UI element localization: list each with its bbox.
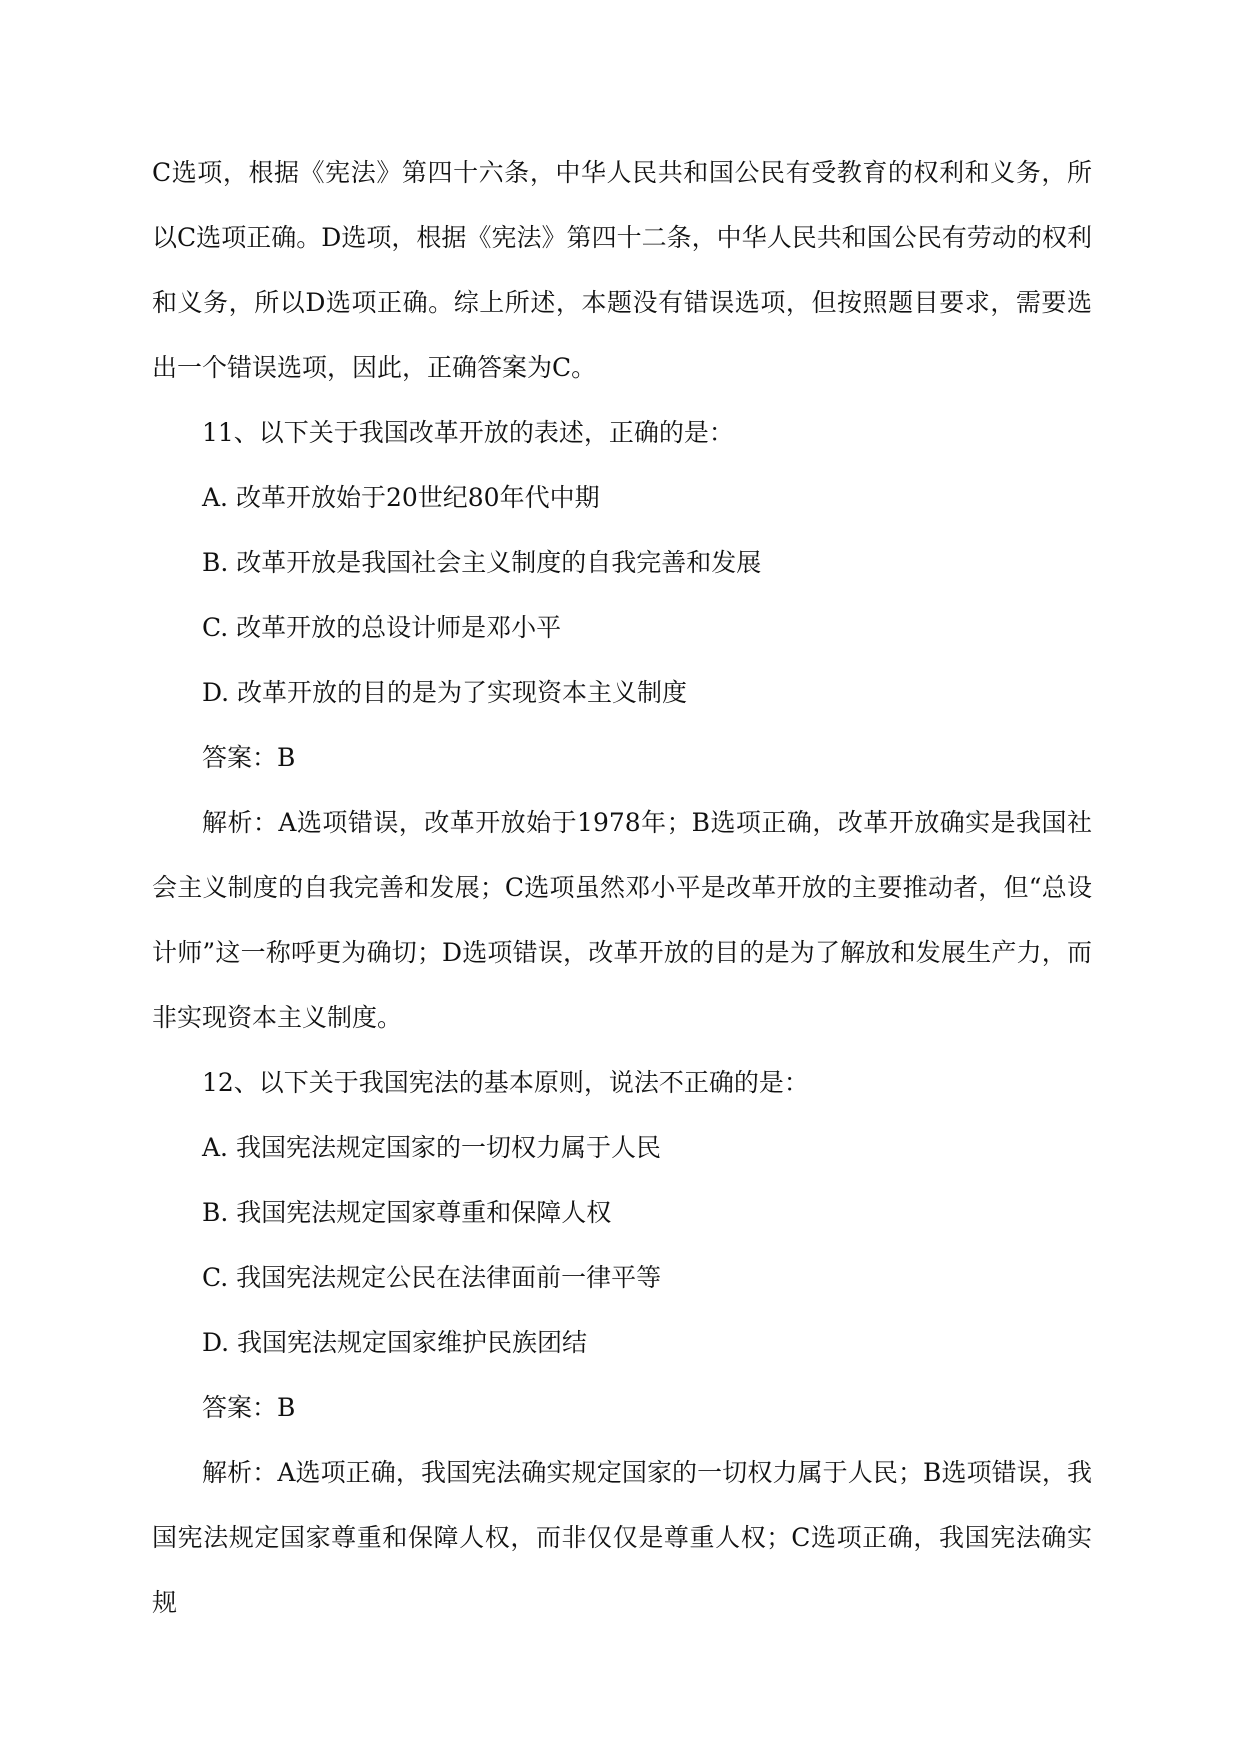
option-b: B. 我国宪法规定国家尊重和保障人权 (202, 1198, 612, 1227)
question-stem: 11、以下关于我国改革开放的表述，正确的是： (202, 418, 734, 447)
option-a: A. 我国宪法规定国家的一切权力属于人民 (202, 1133, 661, 1162)
option-a: A. 改革开放始于20世纪80年代中期 (202, 483, 600, 512)
answer-line: 答案：B (202, 743, 296, 772)
option-c: C. 改革开放的总设计师是邓小平 (202, 613, 562, 642)
analysis-paragraph: 解析：A选项正确，我国宪法确实规定国家的一切权力属于人民；B选项错误，我国宪法规定国家尊重和保障人权，而非仅仅是尊重人权；C选项正确，我国宪法确实规 (152, 1458, 1092, 1617)
document-body (152, 140, 1092, 1635)
question-11 (152, 400, 1092, 1050)
option-d: D. 改革开放的目的是为了实现资本主义制度 (202, 678, 688, 707)
continuation-paragraph: C选项，根据《宪法》第四十六条，中华人民共和国公民有受教育的权利和义务，所以C选项正确。D选项，根据《宪法》第四十二条，中华人民共和国公民有劳动的权利和义务，所以D选项正确。综上所述，本题没有错误选项，但按照题目要求，需要选出一个错误选项，因此，正确答案为C。 (152, 158, 1092, 382)
option-d: D. 我国宪法规定国家维护民族团结 (202, 1328, 588, 1357)
question-12 (152, 1050, 1092, 1635)
option-c: C. 我国宪法规定公民在法律面前一律平等 (202, 1263, 662, 1292)
option-b: B. 改革开放是我国社会主义制度的自我完善和发展 (202, 548, 762, 577)
analysis-paragraph: 解析：A选项错误，改革开放始于1978年；B选项正确，改革开放确实是我国社会主义制度的自我完善和发展；C选项虽然邓小平是改革开放的主要推动者，但“总设计师”这一称呼更为确切；D选项错误，改革开放的目的是为了解放和发展生产力，而非实现资本主义制度。 (152, 808, 1092, 1032)
answer-line: 答案：B (202, 1393, 296, 1422)
question-stem: 12、以下关于我国宪法的基本原则，说法不正确的是： (202, 1068, 809, 1097)
